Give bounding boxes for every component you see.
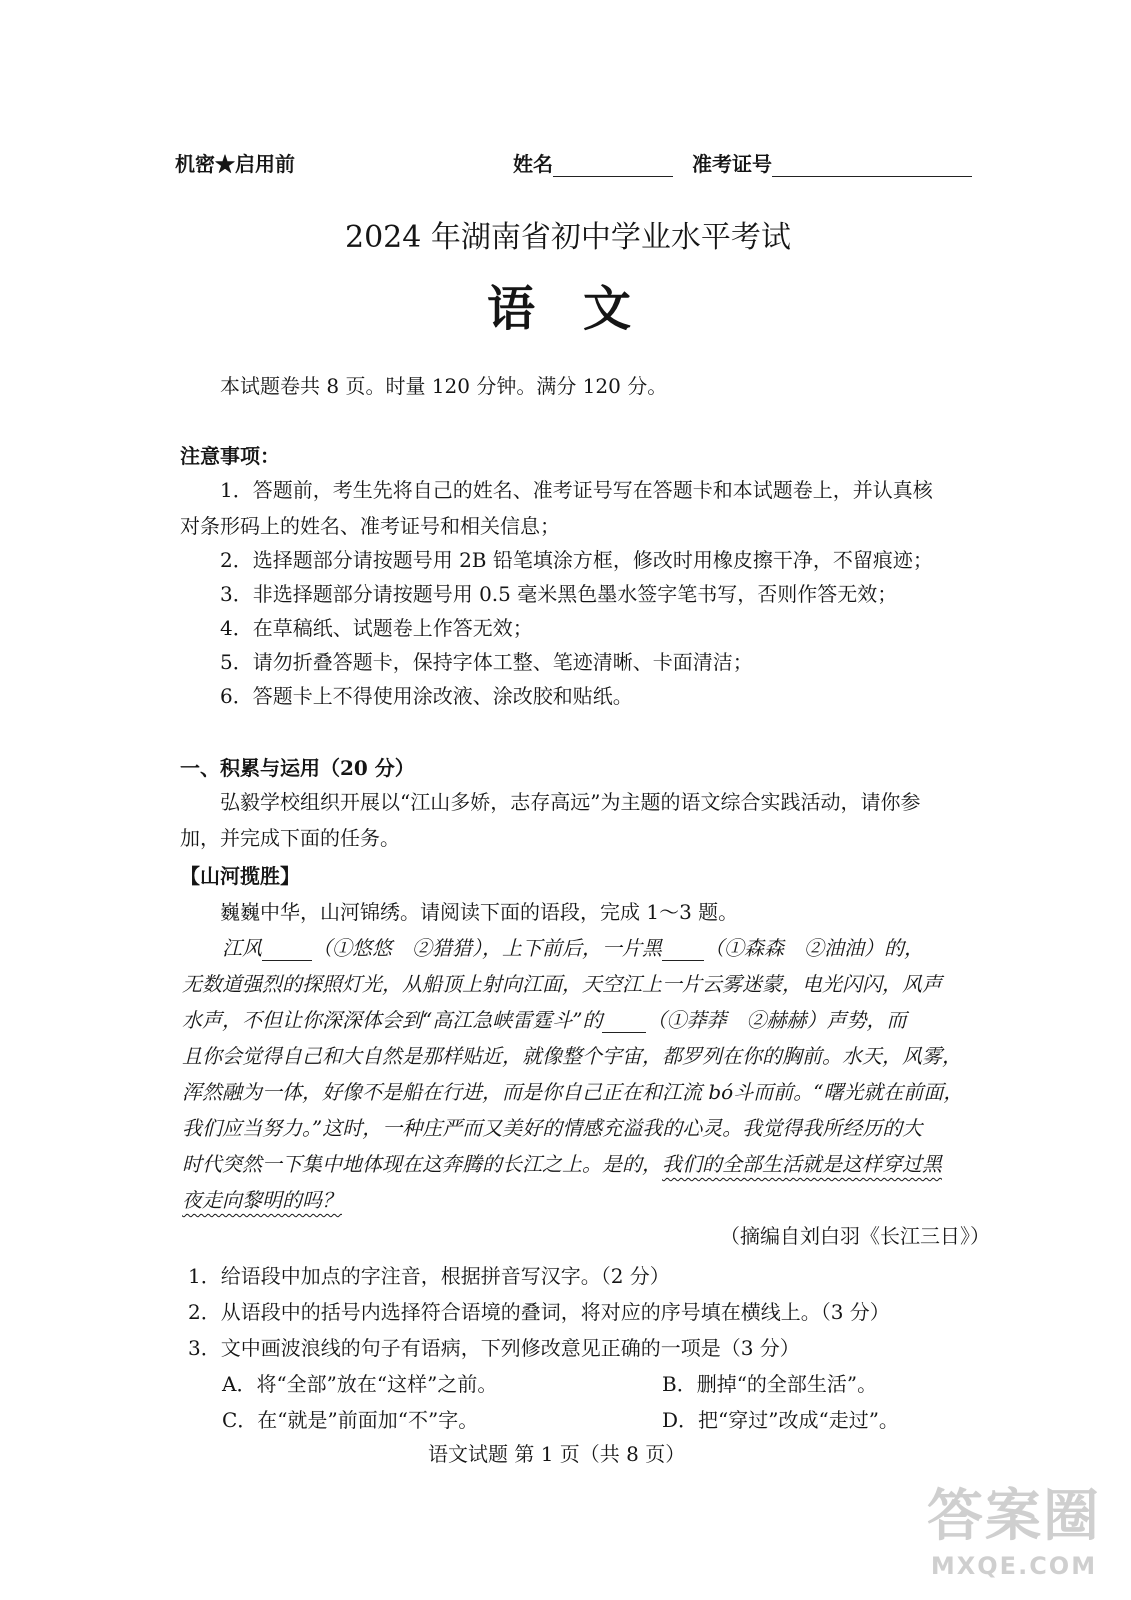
watermark-main: 答案圈 xyxy=(927,1483,1101,1549)
ticket-blank xyxy=(772,156,972,177)
question-item: 3．文中画波浪线的句子有语病，下列修改意见正确的一项是（3 分） xyxy=(188,1336,800,1360)
page-footer: 语文试题 第 1 页（共 8 页） xyxy=(428,1442,686,1466)
section-intro-line: 弘毅学校组织开展以“江山多娇，志存高远”为主题的语文综合实践活动，请你参 xyxy=(220,790,921,814)
notes-heading: 注意事项： xyxy=(180,444,280,468)
passage-line: 我们应当努力。”这时，一种庄严而又美好的情感充溢我的心灵。我觉得我所经历的大 xyxy=(182,1116,923,1140)
option-d: D．把“穿过”改成“走过”。 xyxy=(662,1408,899,1432)
exam-title: 2024 年湖南省初中学业水平考试 xyxy=(345,220,791,255)
wavy-sentence: 我们的全部生活就是这样穿过黑 xyxy=(662,1152,942,1176)
name-blank xyxy=(553,156,673,177)
note-item: 4．在草稿纸、试题卷上作答无效； xyxy=(220,616,533,640)
note-item: 1．答题前，考生先将自己的姓名、准考证号写在答题卡和本试题卷上，并认真核 xyxy=(220,478,933,502)
option-c: C．在“就是”前面加“不”字。 xyxy=(222,1408,479,1432)
name-label: 姓名 xyxy=(513,152,553,176)
note-item: 5．请勿折叠答题卡，保持字体工整、笔迹清晰、卡面清洁； xyxy=(220,650,753,674)
fill-blank xyxy=(662,940,704,961)
note-item: 对条形码上的姓名、准考证号和相关信息； xyxy=(180,514,560,538)
passage-line: 江风 （①悠悠 ②猎猎），上下前后，一片黑 （①森森 ②油油）的， xyxy=(222,936,924,960)
name-field xyxy=(513,148,673,177)
wavy-sentence: 夜走向黎明的吗？ xyxy=(182,1188,342,1212)
fill-blank xyxy=(602,1012,646,1033)
note-item: 2．选择题部分请按题号用 2B 铅笔填涂方框，修改时用橡皮擦干净，不留痕迹； xyxy=(220,548,933,572)
section-heading: 一、积累与运用（20 分） xyxy=(180,756,415,780)
subject-title: 语 文 xyxy=(487,281,632,337)
passage-line: 且你会觉得自己和大自然是那样贴近，就像整个宇宙，都罗列在你的胸前。水天，风雾， xyxy=(182,1044,962,1068)
subheading: 【山河揽胜】 xyxy=(180,864,300,888)
note-item: 6．答题卡上不得使用涂改液、涂改胶和贴纸。 xyxy=(220,684,633,708)
passage-line: 时代突然一下集中地体现在这奔腾的长江之上。是的，我们的全部生活就是这样穿过黑 xyxy=(182,1152,942,1176)
confidential-label: 机密★启用前 xyxy=(175,152,295,176)
option-a: A．将“全部”放在“这样”之前。 xyxy=(222,1372,498,1396)
passage-lead: 巍巍中华，山河锦绣。请阅读下面的语段，完成 1～3 题。 xyxy=(220,900,739,924)
ticket-field xyxy=(692,148,972,177)
watermark-logo xyxy=(927,1472,1101,1580)
passage-line: 无数道强烈的探照灯光，从船顶上射向江面，天空江上一片云雾迷蒙，电光闪闪，风声 xyxy=(182,972,942,996)
question-item: 1．给语段中加点的字注音，根据拼音写汉字。（2 分） xyxy=(188,1264,670,1288)
watermark-sub: MXQE.COM xyxy=(930,1552,1098,1580)
note-item: 3．非选择题部分请按题号用 0.5 毫米黑色墨水签字笔书写，否则作答无效； xyxy=(220,582,898,606)
passage-source: （摘编自刘白羽《长江三日》） xyxy=(720,1224,990,1248)
question-item: 2．从语段中的括号内选择符合语境的叠词，将对应的序号填在横线上。（3 分） xyxy=(188,1300,890,1324)
exam-intro: 本试题卷共 8 页。时量 120 分钟。满分 120 分。 xyxy=(220,374,668,398)
fill-blank xyxy=(262,940,312,961)
ticket-label: 准考证号 xyxy=(692,152,772,176)
section-intro-line: 加，并完成下面的任务。 xyxy=(180,826,400,850)
passage-line: 水声，不但让你深深体会到“高江急峡雷霆斗”的 （①莽莽 ②赫赫）声势，而 xyxy=(182,1008,907,1032)
passage-line: 浑然融为一体，好像不是船在行进，而是你自己正在和江流 bó斗而前。“曙光就在前面， xyxy=(182,1080,964,1104)
option-b: B．删掉“的全部生活”。 xyxy=(662,1372,878,1396)
